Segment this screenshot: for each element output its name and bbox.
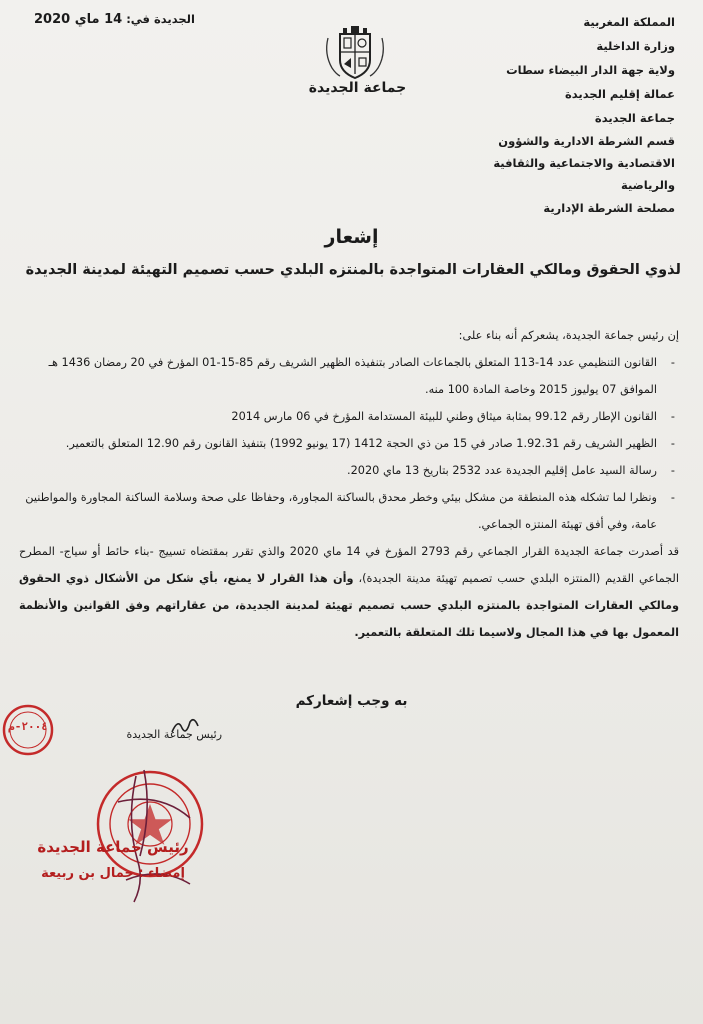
header-institution-block	[445, 10, 675, 220]
header-kingdom: المملكة المغربية	[583, 15, 675, 29]
notice-title: إشعار	[324, 226, 379, 248]
decision-paragraph	[19, 538, 679, 646]
header-prefecture: عمالة إقليم الجديدة	[564, 87, 675, 101]
list-item: - القانون التنظيمي عدد 14-113 المتعلق بالجماعات الصادر بتنفيذه الظهير الشريف رقم 85-15-01 المؤرخ في 20 رمضان 1436 هـ الموافق 07 يوليوز 2015 وخاصة المادة 100 منه.	[19, 349, 679, 403]
header-region: ولاية جهة الدار البيضاء سطات	[506, 63, 675, 77]
header-ministry: وزارة الداخلية	[596, 39, 675, 53]
list-item: - ونظرا لما تشكله هذه المنطقة من مشكل بيئي وخطر محدق بالساكنة المجاورة، وحفاظا على صحة وسلامة الساكنة المجاورة والمواطنين عامة، وفي أفق تهيئة المنتزه الجماعي.	[19, 484, 679, 538]
header-commune: جماعة الجديدة	[594, 111, 675, 125]
signatory-title: رئيس جماعة الجديدة	[126, 728, 222, 741]
header-service: مصلحة الشرطة الإدارية	[543, 201, 675, 215]
notice-subtitle: لذوي الحقوق ومالكي العقارات المتواجدة بالمنتزه البلدي حسب تصميم التهيئة لمدينة الجديدة	[25, 262, 681, 278]
decision-text-bold: وأن هذا القرار لا يمنع، بأي شكل من الأشكال ذوي الحقوق ومالكي العقارات المتواجدة بالمنتزه البلدي حسب تصميم تهيئة لمدينة الجديدة، من عقاراتهم وفق القوانين والأنظمة المعمول بها في هذا المجال ولاسيما تلك المتعلقة بالتعمير.	[19, 572, 679, 639]
initials-icon	[168, 714, 202, 738]
legal-basis-list	[19, 349, 679, 538]
list-item: - رسالة السيد عامل إقليم الجديدة عدد 2532 بتاريخ 13 ماي 2020.	[19, 457, 679, 484]
decision-text: قد أصدرت جماعة الجديدة القرار الجماعي رقم 2793 المؤرخ في 14 ماي 2020 والذي تقرر بمقتضاه تسييج -بناء حائط أو سياج- المطرح الجماعي القديم (المنتزه البلدي حسب تصميم تهيئة مدينة الجديدة)،	[19, 545, 679, 585]
date-value: 14 ماي 2020	[34, 12, 123, 27]
stamp-signatory: إمضاء : جمال بن ربيعة	[41, 866, 185, 881]
closing-formula: به وجب إشعاركم	[295, 693, 408, 709]
date-line	[34, 12, 195, 27]
stamp-name: رئيس جماعة الجديدة	[37, 838, 189, 856]
date-stamp	[0, 702, 56, 758]
body-intro: إن رئيس جماعة الجديدة، يشعركم أنه بناء على:	[458, 329, 679, 342]
list-item: - الظهير الشريف رقم 1.92.31 صادر في 15 من ذي الحجة 1412 (17 يونيو 1992) بتنفيذ القانون رقم 12.90 المتعلق بالتعمير.	[19, 430, 679, 457]
official-seal-icon	[40, 762, 240, 912]
header-division: قسم الشرطة الادارية والشؤون الاقتصادية والاجتماعية والثقافية والرياضية	[493, 134, 675, 192]
commune-crest-icon	[322, 24, 388, 82]
date-stamp-text: ٢٠٠٤-م	[8, 720, 48, 733]
list-item: - القانون الإطار رقم 99.12 بمثابة ميثاق وطني للبيئة المستدامة المؤرخ في 06 مارس 2014	[19, 403, 679, 430]
date-prefix: الجديدة في:	[126, 12, 195, 26]
notice-body	[19, 322, 679, 646]
commune-logo-text: جماعة الجديدة	[308, 80, 407, 96]
